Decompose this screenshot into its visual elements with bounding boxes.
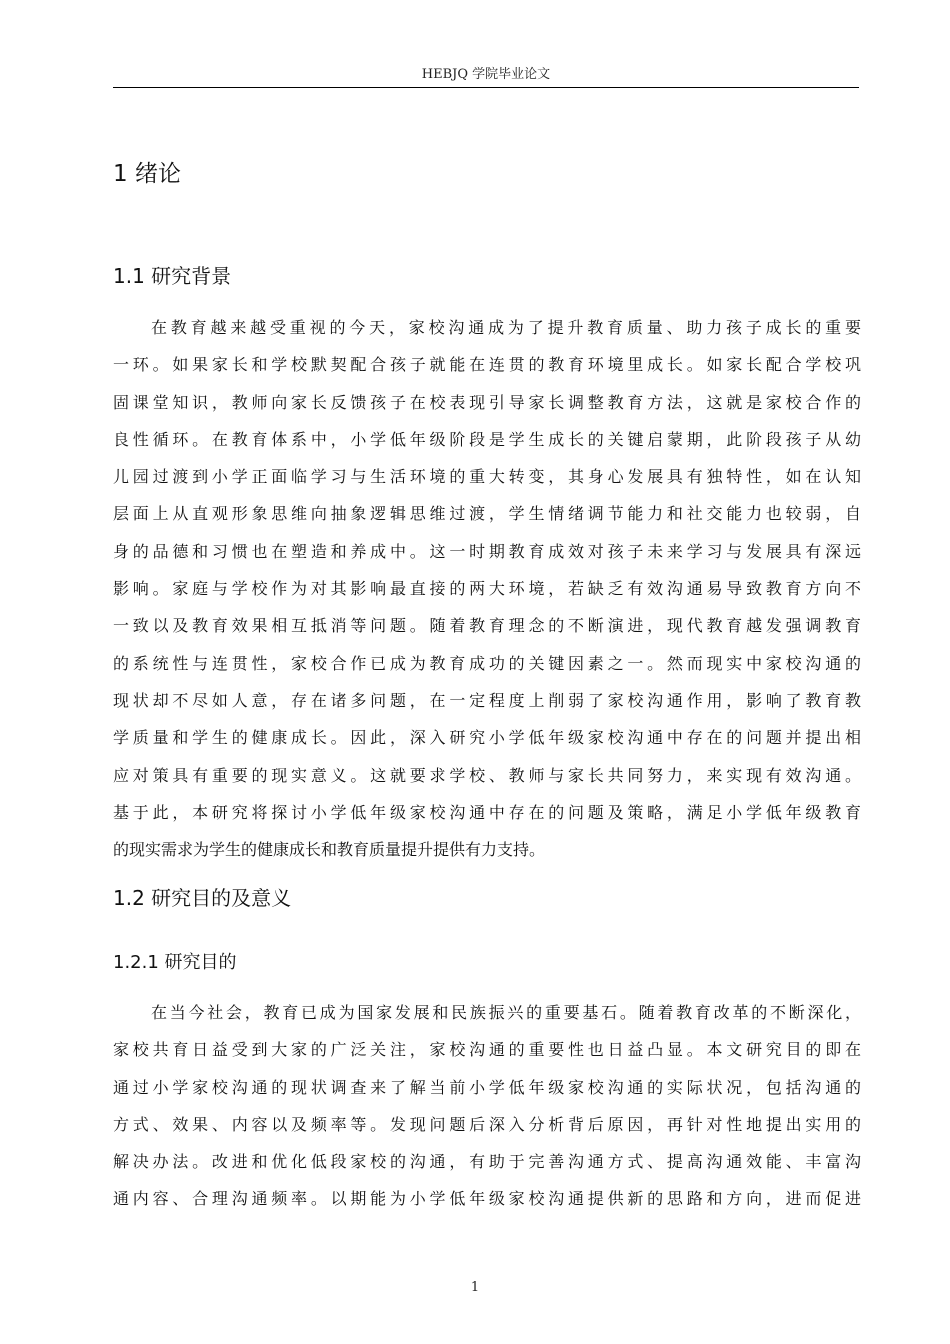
paragraph-line: 的现实需求为学生的健康成长和教育质量提升提供有力支持。 xyxy=(113,840,546,860)
section-heading-1-1: 1.1 研究背景 xyxy=(113,264,232,288)
paragraph-line: 层面上从直观形象思维向抽象逻辑思维过渡，学生情绪调节能力和社交能力也较弱，自 xyxy=(113,504,861,524)
paragraph-line: 一环。如果家长和学校默契配合孩子就能在连贯的教育环境里成长。如家长配合学校巩 xyxy=(113,355,861,375)
chapter-heading: 1 绪论 xyxy=(113,161,181,187)
page-header: HEBJQ 学院毕业论文 xyxy=(421,67,551,82)
header-rule xyxy=(113,87,859,88)
paragraph-line: 身的品德和习惯也在塑造和养成中。这一时期教育成效对孩子未来学习与发展具有深远 xyxy=(113,541,861,561)
paragraph-line: 通内容、合理沟通频率。以期能为小学低年级家校沟通提供新的思路和方向，进而促进 xyxy=(113,1189,861,1209)
paragraph-line: 应对策具有重要的现实意义。这就要求学校、教师与家长共同努力，来实现有效沟通。 xyxy=(113,765,861,785)
page-number: 1 xyxy=(470,1280,480,1295)
paragraph-line: 现状却不尽如人意，存在诸多问题，在一定程度上削弱了家校沟通作用，影响了教育教 xyxy=(113,690,861,710)
purpose-paragraph xyxy=(113,994,861,1218)
paragraph-line: 的系统性与连贯性，家校合作已成为教育成功的关键因素之一。然而现实中家校沟通的 xyxy=(113,653,861,673)
paragraph-line: 影响。家庭与学校作为对其影响最直接的两大环境，若缺乏有效沟通易导致教育方向不 xyxy=(113,579,861,599)
section-heading-1-2: 1.2 研究目的及意义 xyxy=(113,886,292,910)
paragraph-line: 基于此，本研究将探讨小学低年级家校沟通中存在的问题及策略，满足小学低年级教育 xyxy=(113,802,861,822)
paragraph-line: 通过小学家校沟通的现状调查来了解当前小学低年级家校沟通的实际状况，包括沟通的 xyxy=(113,1077,861,1097)
paragraph-line: 在教育越来越受重视的今天，家校沟通成为了提升教育质量、助力孩子成长的重要 xyxy=(151,318,861,337)
paragraph-line: 家校共育日益受到大家的广泛关注，家校沟通的重要性也日益凸显。本文研究目的即在 xyxy=(113,1040,861,1060)
paragraph-line: 在当今社会，教育已成为国家发展和民族振兴的重要基石。随着教育改革的不断深化， xyxy=(151,1003,861,1022)
paragraph-line: 儿园过渡到小学正面临学习与生活环境的重大转变，其身心发展具有独特性，如在认知 xyxy=(113,467,861,487)
paragraph-line: 方式、效果、内容以及频率等。发现问题后深入分析背后原因，再针对性地提出实用的 xyxy=(113,1114,861,1134)
paragraph-line: 解决办法。改进和优化低段家校的沟通，有助于完善沟通方式、提高沟通效能、丰富沟 xyxy=(113,1152,861,1172)
background-paragraph xyxy=(113,309,861,868)
paragraph-line: 固课堂知识，教师向家长反馈孩子在校表现引导家长调整教育方法，这就是家校合作的 xyxy=(113,392,861,412)
paragraph-line: 良性循环。在教育体系中，小学低年级阶段是学生成长的关键启蒙期，此阶段孩子从幼 xyxy=(113,429,861,449)
subsection-heading-1-2-1: 1.2.1 研究目的 xyxy=(113,952,237,973)
paragraph-line: 一致以及教育效果相互抵消等问题。随着教育理念的不断演进，现代教育越发强调教育 xyxy=(113,616,861,636)
paragraph-line: 学质量和学生的健康成长。因此，深入研究小学低年级家校沟通中存在的问题并提出相 xyxy=(113,728,861,748)
